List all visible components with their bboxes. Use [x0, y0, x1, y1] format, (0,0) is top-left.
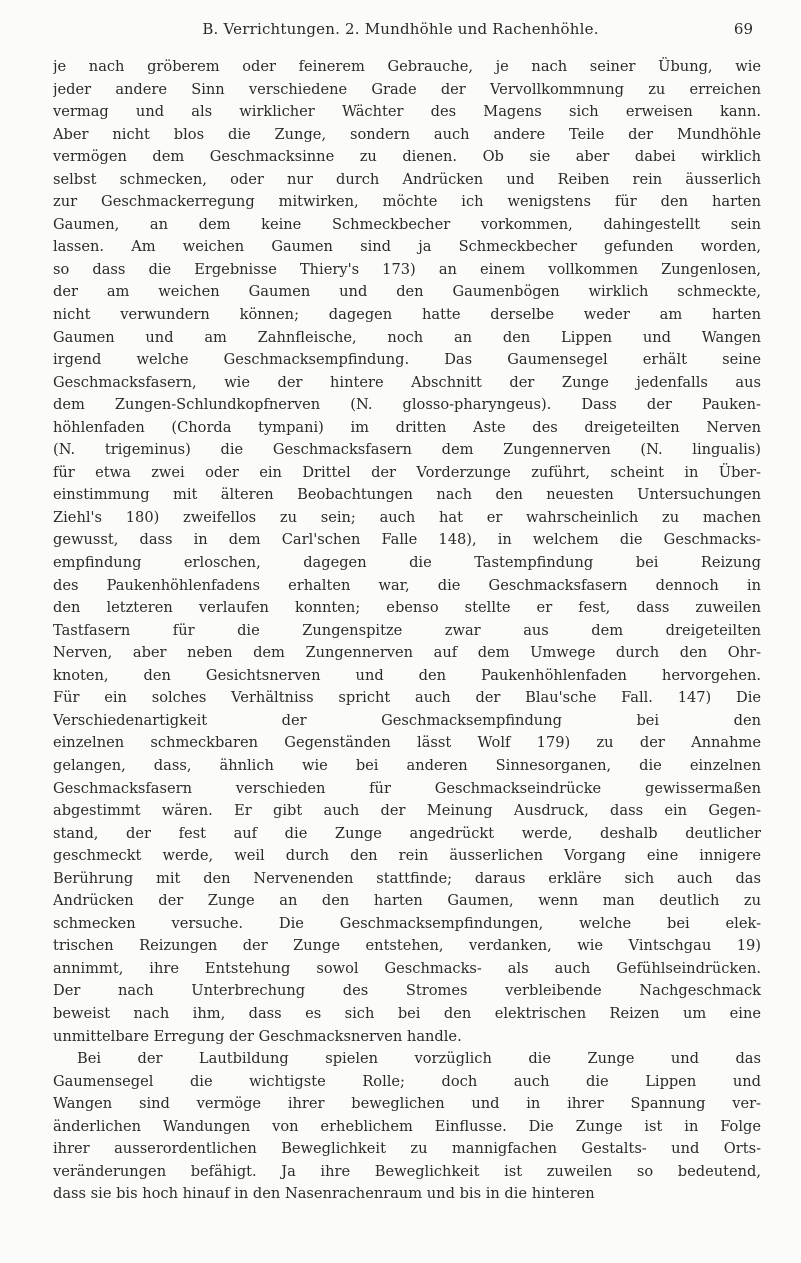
text-line: Wangen sind vermöge ihrer beweglichen und in ihrer Spannung ver- — [53, 1095, 761, 1113]
running-title: B. Verrichtungen. 2. Mundhöhle und Rachenhöhle. — [202, 20, 599, 38]
text-line: Geschmacksfasern, wie der hintere Abschnitt der Zunge jedenfalls aus — [53, 373, 761, 391]
text-line: änderlichen Wandungen von erheblichem Einflusse. Die Zunge ist in Folge — [53, 1117, 761, 1135]
text-line: annimmt, ihre Entstehung sowol Geschmacks- als auch Gefühlseindrücken. — [53, 959, 761, 977]
text-line: Geschmacksfasern verschieden für Geschmackseindrücke gewissermaßen — [53, 779, 761, 797]
text-line: Nerven, aber neben dem Zungennerven auf dem Umwege durch den Ohr- — [53, 644, 761, 662]
text-line: je nach gröberem oder feinerem Gebrauche, je nach seiner Übung, wie — [53, 58, 761, 75]
text-line: ihrer ausserordentlichen Beweglichkeit zu mannigfachen Gestalts- und Orts- — [53, 1140, 761, 1158]
text-line: stand, der fest auf die Zunge angedrückt werde, deshalb deutlicher — [53, 824, 761, 842]
text-line: empfindung erloschen, dagegen die Tastempfindung bei Reizung — [53, 554, 761, 572]
text-line: Gaumen und am Zahnfleische, noch an den Lippen und Wangen — [53, 328, 761, 346]
text-line: Tastfasern für die Zungenspitze zwar aus dem dreigeteilten — [53, 621, 761, 639]
text-line: geschmeckt werde, weil durch den rein äusserlichen Vorgang eine innigere — [53, 847, 761, 865]
body-text — [53, 56, 761, 1206]
text-line: irgend welche Geschmacksempfindung. Das Gaumensegel erhält seine — [53, 351, 761, 369]
text-line: des Paukenhöhlenfadens erhalten war, die Geschmacksfasern dennoch in — [53, 576, 761, 594]
text-line: Für ein solches Verhältniss spricht auch der Blau'sche Fall. 147) Die — [53, 689, 761, 707]
text-line: vermag und als wirklicher Wächter des Magens sich erweisen kann. — [53, 103, 761, 121]
text-line: Verschiedenartigkeit der Geschmacksempfindung bei den — [53, 711, 761, 729]
text-line: knoten, den Gesichtsnerven und den Paukenhöhlenfaden hervorgehen. — [53, 666, 761, 684]
text-line: Gaumen, an dem keine Schmeckbecher vorkommen, dahingestellt sein — [53, 215, 761, 233]
text-line: jeder andere Sinn verschiedene Grade der Vervollkommnung zu erreichen — [53, 80, 761, 98]
text-line: Gaumensegel die wichtigste Rolle; doch auch die Lippen und — [53, 1072, 761, 1090]
text-line: beweist nach ihm, dass es sich bei den elektrischen Reizen um eine — [53, 1004, 761, 1022]
text-line: vermögen dem Geschmacksinne zu dienen. Ob sie aber dabei wirklich — [53, 148, 761, 166]
text-line: nicht verwundern können; dagegen hatte derselbe weder am harten — [53, 306, 761, 324]
text-line: Der nach Unterbrechung des Stromes verbleibende Nachgeschmack — [53, 982, 761, 1000]
text-line: abgestimmt wären. Er gibt auch der Meinung Ausdruck, dass ein Gegen- — [53, 802, 761, 820]
text-line: veränderungen befähigt. Ja ihre Beweglichkeit ist zuweilen so bedeutend, — [53, 1162, 761, 1180]
text-line: einstimmung mit älteren Beobachtungen nach den neuesten Untersuchungen — [53, 486, 761, 504]
text-line: Berührung mit den Nervenenden stattfinde; daraus erkläre sich auch das — [53, 869, 761, 887]
text-line: zur Geschmackerregung mitwirken, möchte ich wenigstens für den harten — [53, 193, 761, 211]
text-line: schmecken versuche. Die Geschmacksempfindungen, welche bei elek- — [53, 914, 761, 932]
text-line: selbst schmecken, oder nur durch Andrücken und Reiben rein äusserlich — [53, 170, 761, 188]
text-line: für etwa zwei oder ein Drittel der Vorderzunge zuführt, scheint in Über- — [53, 463, 761, 481]
text-line: unmittelbare Erregung der Geschmacksnerven handle. — [53, 1027, 462, 1045]
text-line: den letzteren verlaufen konnten; ebenso stellte er fest, dass zuweilen — [53, 599, 761, 617]
text-line: dem Zungen-Schlundkopfnerven (N. glosso-pharyngeus). Dass der Pauken- — [53, 396, 761, 414]
text-line: Andrücken der Zunge an den harten Gaumen, wenn man deutlich zu — [53, 892, 761, 910]
text-line: gelangen, dass, ähnlich wie bei anderen Sinnesorganen, die einzelnen — [53, 756, 761, 774]
text-line: Bei der Lautbildung spielen vorzüglich die Zunge und das — [77, 1050, 761, 1068]
text-line: lassen. Am weichen Gaumen sind ja Schmeckbecher gefunden worden, — [53, 238, 761, 256]
page-number: 69 — [733, 20, 753, 38]
text-line: einzelnen schmeckbaren Gegenständen lässt Wolf 179) zu der Annahme — [53, 734, 761, 752]
text-line: dass sie bis hoch hinauf in den Nasenrachenraum und bis in die hinteren — [53, 1185, 595, 1203]
text-line: (N. trigeminus) die Geschmacksfasern dem Zungennerven (N. lingualis) — [53, 441, 761, 459]
text-line: Ziehl's 180) zweifellos zu sein; auch hat er wahrscheinlich zu machen — [53, 508, 761, 526]
text-line: gewusst, dass in dem Carl'schen Falle 148), in welchem die Geschmacks- — [53, 531, 761, 549]
text-line: trischen Reizungen der Zunge entstehen, verdanken, wie Vintschgau 19) — [53, 937, 761, 955]
text-line: der am weichen Gaumen und den Gaumenbögen wirklich schmeckte, — [53, 283, 761, 301]
text-line: höhlenfaden (Chorda tympani) im dritten Aste des dreigeteilten Nerven — [53, 418, 761, 436]
text-line: Aber nicht blos die Zunge, sondern auch andere Teile der Mundhöhle — [53, 125, 761, 143]
running-header — [0, 20, 801, 42]
text-line: so dass die Ergebnisse Thiery's 173) an einem vollkommen Zungenlosen, — [53, 260, 761, 278]
